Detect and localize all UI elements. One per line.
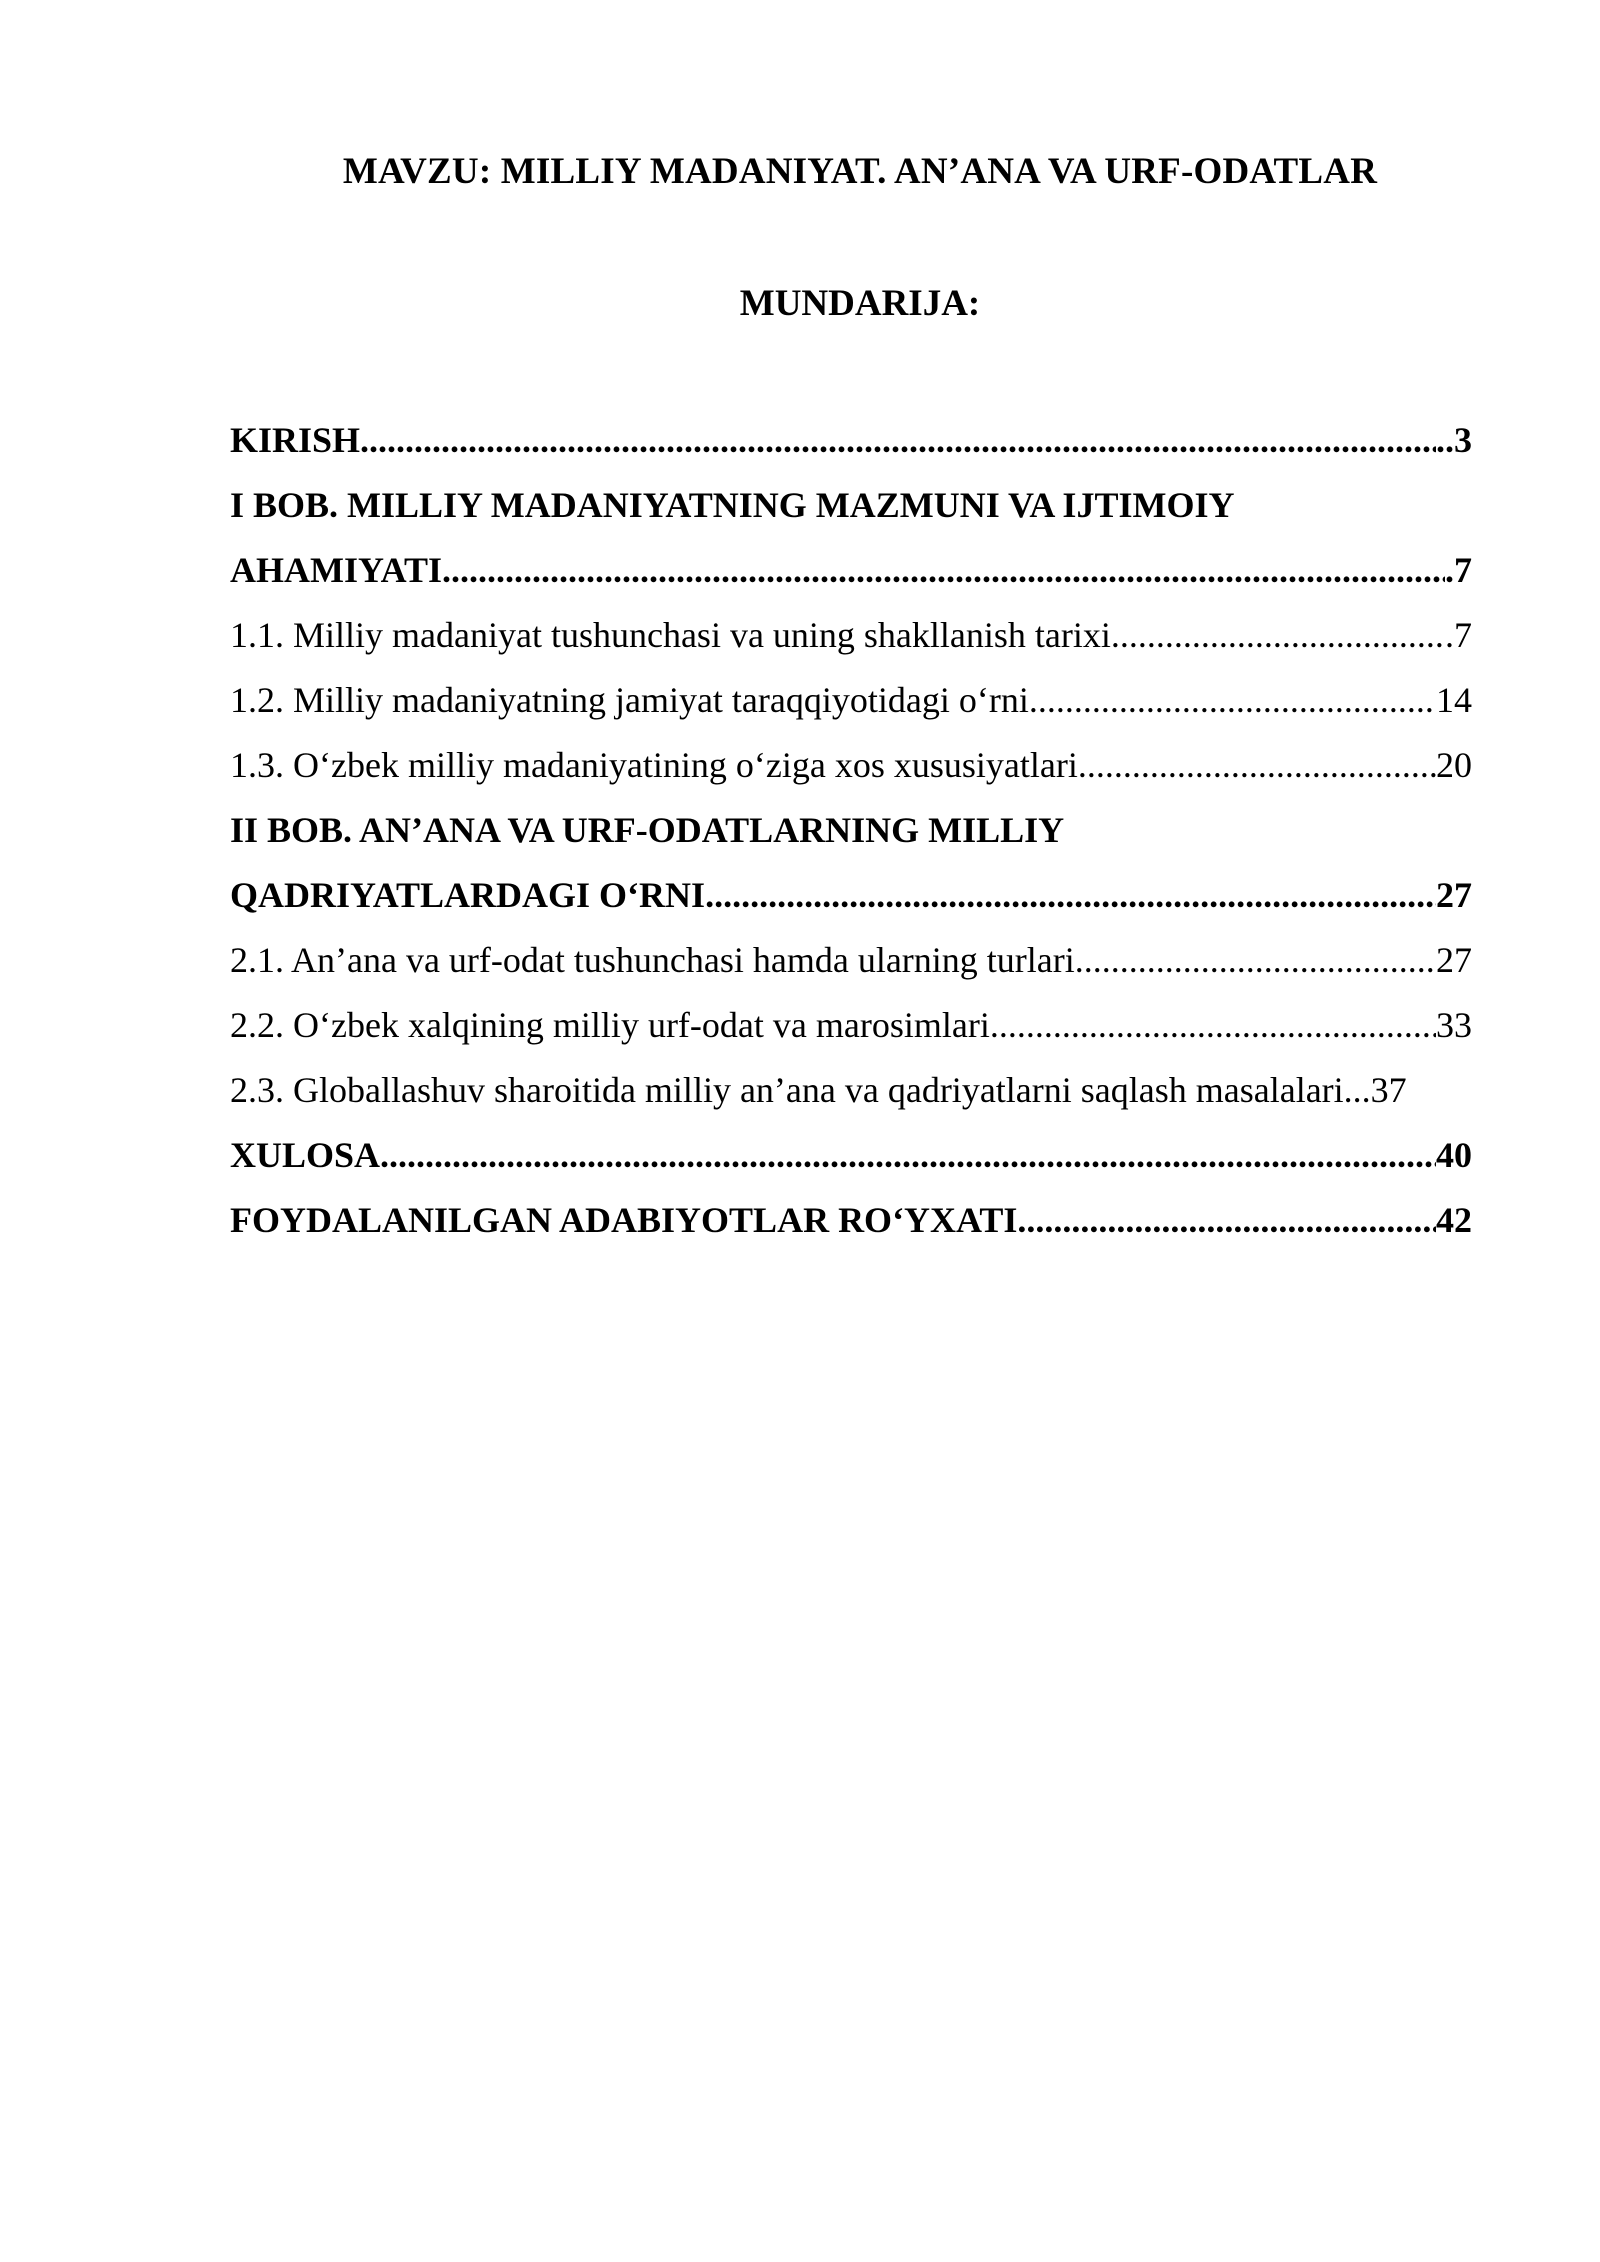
toc-dot-leader: [1017, 1188, 1436, 1253]
toc-entry: [230, 668, 1472, 733]
toc-entry-label: FOYDALANILGAN ADABIYOTLAR RO‘YXATI: [230, 1200, 1018, 1240]
toc-page-number: 20: [1436, 745, 1472, 785]
toc-entry: [230, 1188, 1472, 1253]
toc-dot-leader: [705, 863, 1436, 928]
toc-page-number: .7: [1445, 550, 1472, 590]
toc-entry: [230, 733, 1472, 798]
table-of-contents: [230, 408, 1472, 1253]
toc-page-number: 40: [1436, 1135, 1472, 1175]
toc-entry: [230, 538, 1472, 603]
toc-entry-label: II BOB. AN’ANA VA URF-ODATLARNING MILLIY: [230, 810, 1065, 850]
toc-entry-label: 2.1. An’ana va urf-odat tushunchasi hamda ularning turlari: [230, 940, 1075, 980]
toc-page-number: ..3: [1436, 420, 1472, 460]
toc-page-number: 27: [1436, 875, 1472, 915]
toc-entry-label: 1.2. Milliy madaniyatning jamiyat taraqqiyotidagi o‘rni: [230, 680, 1029, 720]
toc-entry: [230, 1123, 1472, 1188]
toc-dot-leader: [380, 1123, 1436, 1188]
toc-entry-label: 2.3. Globallashuv sharoitida milliy an’ana va qadriyatlarni saqlash masalalari: [230, 1070, 1344, 1110]
toc-entry-label: 1.1. Milliy madaniyat tushunchasi va uning shakllanish tarixi: [230, 615, 1111, 655]
document-title: MAVZU: MILLIY MADANIYAT. AN’ANA VA URF-ODATLAR: [342, 151, 1378, 192]
toc-entry-label: KIRISH: [230, 420, 361, 460]
toc-page-number: .7: [1445, 615, 1472, 655]
toc-entry-label: QADRIYATLARDAGI O‘RNI: [230, 875, 706, 915]
toc-entry-label: AHAMIYATI: [230, 550, 443, 590]
toc-entry: [230, 473, 1472, 538]
toc-heading: MUNDARIJA:: [739, 283, 981, 324]
toc-entry: [230, 603, 1472, 668]
toc-dot-leader: [1111, 603, 1445, 668]
toc-dot-leader: [360, 408, 1436, 473]
toc-entry-label: 2.2. O‘zbek xalqining milliy urf-odat va marosimlari: [230, 1005, 990, 1045]
toc-page-number: 42: [1436, 1200, 1472, 1240]
toc-dot-leader: [1029, 668, 1436, 733]
toc-page-number: 27: [1436, 940, 1472, 980]
toc-entry: [230, 408, 1472, 473]
toc-entry-label: XULOSA: [230, 1135, 381, 1175]
toc-entry: [230, 1058, 1472, 1123]
toc-entry: [230, 863, 1472, 928]
toc-page-number: ...37: [1343, 1070, 1407, 1110]
toc-entry-label: 1.3. O‘zbek milliy madaniyatining o‘ziga xos xususiyatlari: [230, 745, 1078, 785]
toc-dot-leader: [990, 993, 1436, 1058]
toc-dot-leader: [442, 538, 1445, 603]
toc-dot-leader: [1078, 733, 1436, 798]
toc-entry-label: I BOB. MILLIY MADANIYATNING MAZMUNI VA IJTIMOIY: [230, 485, 1235, 525]
toc-dot-leader: [1075, 928, 1436, 993]
toc-page-number: 14: [1436, 680, 1472, 720]
toc-entry: [230, 993, 1472, 1058]
toc-entry: [230, 928, 1472, 993]
toc-page-number: 33: [1436, 1005, 1472, 1045]
toc-entry: [230, 798, 1472, 863]
